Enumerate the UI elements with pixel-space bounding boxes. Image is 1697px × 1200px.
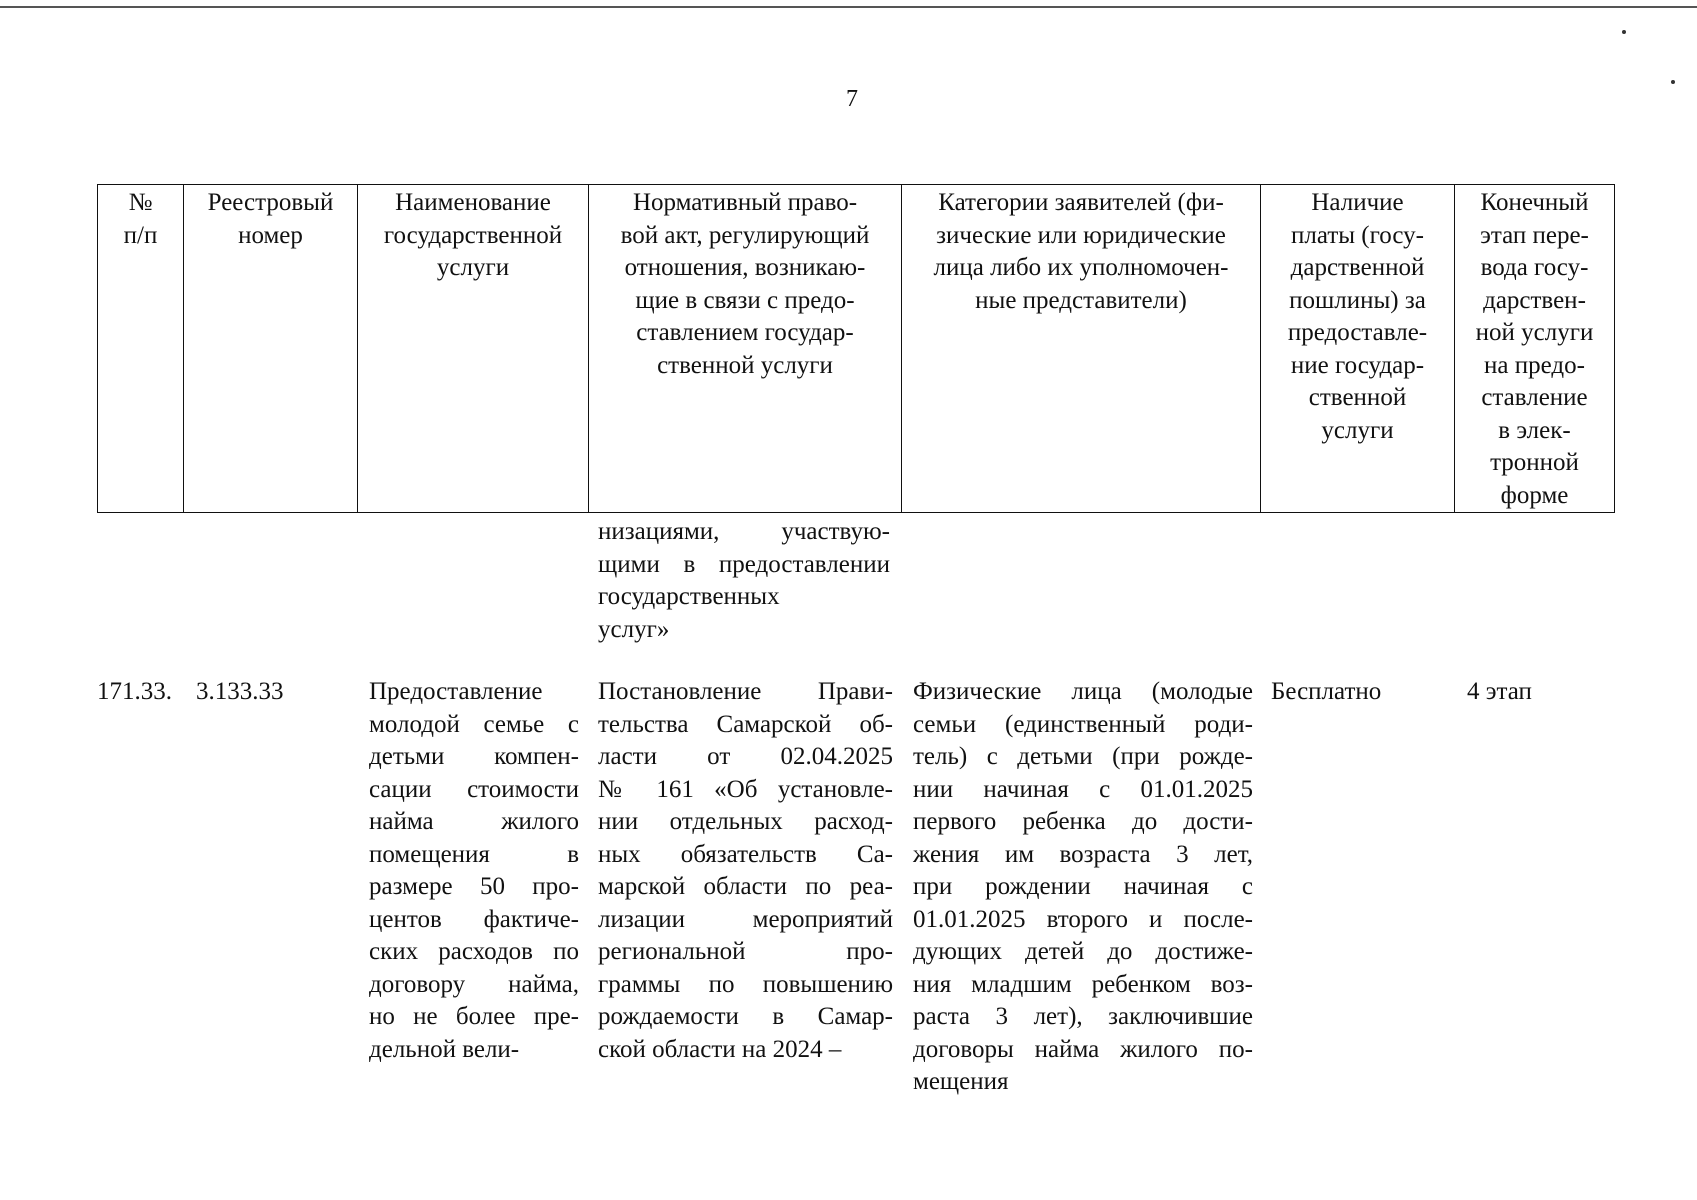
text-line: но не более пре- (369, 1003, 579, 1030)
text-line: ской области на 2024 – (598, 1035, 842, 1063)
text-line: семьи (единственный роди- (913, 710, 1253, 738)
text-line: Конечный (1480, 189, 1589, 216)
text-line: платы (госу- (1291, 221, 1424, 249)
header-col-act (589, 185, 902, 513)
continuation-text (598, 516, 890, 646)
text-line: этап пере- (1480, 221, 1589, 249)
text-line: предоставле- (1287, 319, 1428, 346)
text-line: щие в связи с предо- (635, 286, 855, 314)
text-line: раста 3 лет), заключившие (913, 1003, 1253, 1030)
text-line: отношения, возникаю- (624, 254, 866, 281)
text-line: Постановление Прави- (598, 678, 893, 705)
text-line: Категории заявителей (фи- (938, 189, 1224, 216)
text-line: вода госу- (1480, 254, 1589, 281)
text-line: детьми компен- (369, 743, 579, 770)
scan-speck (1622, 30, 1626, 34)
header-col-fee (1261, 185, 1455, 513)
text-line: дарственной (1290, 254, 1425, 281)
table-header (97, 184, 1615, 513)
text-line: молодой семье с (369, 710, 579, 738)
row-legal-act (598, 676, 893, 1066)
header-col-num (98, 185, 184, 513)
text-line: ставлением государ- (636, 319, 854, 346)
text-line: ставление (1481, 384, 1588, 411)
text-line: тельства Самарской об- (598, 710, 893, 738)
text-line: ласти от 02.04.2025 (598, 743, 893, 770)
text-line: тронной (1490, 449, 1579, 476)
text-line: Физические лица (молодые (913, 678, 1253, 705)
text-line: первого ребенка до дости- (913, 808, 1253, 835)
text-line: лица либо их уполномочен- (933, 254, 1229, 281)
text-line: граммы по повышению (598, 970, 893, 998)
text-line: мещения (913, 1068, 1009, 1095)
scan-speck (1671, 80, 1675, 84)
text-line: договоры найма жилого по- (913, 1035, 1253, 1063)
text-line: в элек- (1498, 416, 1571, 444)
row-registry: 3.133.33 (196, 678, 284, 705)
text-line: государственных (598, 583, 780, 610)
text-line: дарствен- (1483, 286, 1586, 314)
text-line: услуг» (598, 615, 670, 643)
text-line: лизации мероприятий (598, 905, 893, 933)
text-line: щими в предоставлении (598, 550, 890, 578)
header-col-registry (184, 185, 358, 513)
row-applicant-category (913, 676, 1253, 1099)
text-line: ственной услуги (657, 351, 833, 379)
page-number: 7 (846, 86, 858, 112)
text-line: жения им возраста 3 лет, (913, 840, 1253, 868)
row-stage: 4 этап (1467, 678, 1532, 705)
header-col-category (902, 185, 1261, 513)
text-line: 01.01.2025 второго и после- (913, 905, 1253, 933)
text-line: договору найма, (369, 970, 579, 998)
text-line: сации стоимости (369, 775, 579, 803)
text-line: ных обязательств Са- (598, 840, 893, 868)
text-line: вой акт, регулирующий (620, 221, 870, 249)
text-line: Реестровый (207, 189, 334, 216)
text-line: услуги (436, 254, 510, 281)
text-line: при рождении начиная с (913, 873, 1253, 900)
top-rule (0, 6, 1697, 8)
header-col-stage (1455, 185, 1615, 513)
text-line: на предо- (1484, 351, 1585, 379)
text-line: найма жилого (369, 808, 579, 835)
text-line: номер (238, 221, 303, 249)
row-service-name (369, 676, 579, 1066)
text-line: тель) с детьми (при рожде- (913, 743, 1253, 770)
text-line: Наличие (1311, 189, 1404, 216)
text-line: № (128, 189, 153, 216)
text-line: пошлины) за (1289, 286, 1426, 314)
text-line: ние государ- (1290, 351, 1425, 379)
text-line: дельной вели- (369, 1035, 520, 1063)
text-line: ные представители) (975, 286, 1187, 314)
text-line: форме (1500, 481, 1569, 509)
text-line: региональной про- (598, 938, 893, 965)
row-fee: Бесплатно (1271, 678, 1382, 705)
text-line: зические или юридические (936, 221, 1226, 249)
text-line: № 161 «Об установле- (598, 775, 893, 803)
text-line: услуги (1321, 416, 1394, 444)
text-line: ских расходов по (369, 938, 579, 965)
text-line: Предоставление (369, 678, 543, 705)
row-number: 171.33. (97, 678, 172, 705)
text-line: рождаемости в Самар- (598, 1003, 893, 1030)
text-line: нии начиная с 01.01.2025 (913, 775, 1253, 803)
text-line: государственной (383, 221, 563, 249)
text-line: ственной (1308, 384, 1407, 411)
text-line: нии отдельных расход- (598, 808, 893, 835)
text-line: марской области по реа- (598, 873, 893, 900)
text-line: Нормативный право- (632, 189, 858, 216)
text-line: дующих детей до достиже- (913, 938, 1253, 965)
text-line: ния младшим ребенком воз- (913, 970, 1253, 998)
text-line: п/п (123, 221, 158, 249)
text-line: размере 50 про- (369, 873, 579, 900)
text-line: Наименование (395, 189, 551, 216)
text-line: низациями, участвую- (598, 518, 890, 545)
header-col-name (358, 185, 589, 513)
text-line: центов фактиче- (369, 905, 579, 933)
text-line: помещения в (369, 840, 579, 868)
text-line: ной услуги (1475, 319, 1594, 346)
